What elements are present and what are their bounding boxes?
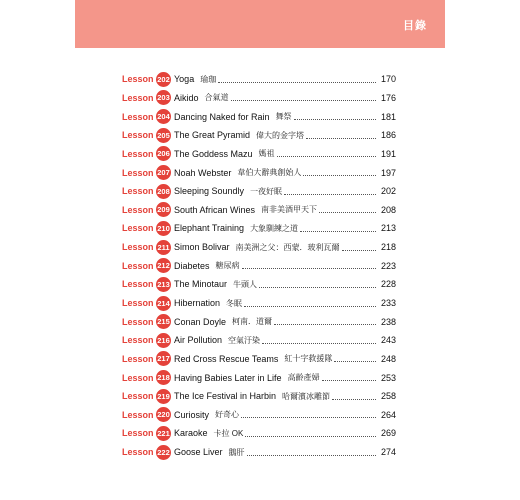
lesson-title-zh: 大象馴練之道 (250, 223, 299, 233)
toc-entry[interactable] (122, 368, 396, 387)
lesson-title-en: Dancing Naked for Rain (174, 111, 270, 122)
lesson-title-zh: 冬眠 (226, 298, 243, 308)
page-number: 228 (380, 279, 396, 290)
lesson-title-en: Hibernation (174, 298, 221, 308)
dot-leader (262, 343, 376, 344)
dot-leader (334, 361, 376, 362)
lesson-number-badge: 212 (156, 258, 171, 273)
lesson-title-en: Air Pollution (174, 335, 223, 346)
lesson-title-en: Simon Bolivar (174, 242, 230, 253)
lesson-label: Lesson (122, 223, 154, 234)
lesson-label: Lesson (122, 409, 154, 420)
lesson-label: Lesson (122, 204, 154, 215)
table-of-contents (122, 70, 396, 461)
page-number: 218 (380, 242, 396, 253)
lesson-number-badge: 202 (156, 72, 171, 87)
lesson-label: Lesson (122, 242, 154, 253)
lesson-title-zh: 南非美酒甲天下 (261, 205, 318, 215)
page-number: 264 (380, 409, 396, 420)
dot-leader (274, 324, 376, 325)
lesson-label: Lesson (122, 92, 154, 103)
dot-leader (218, 82, 376, 83)
dot-leader (284, 194, 376, 195)
toc-entry[interactable] (122, 275, 396, 294)
page-number: 269 (380, 428, 396, 439)
lesson-number-badge: 216 (156, 333, 171, 348)
lesson-title-zh: 合氣道 (204, 93, 229, 103)
dot-leader (319, 212, 376, 213)
dot-leader (259, 287, 376, 288)
page-number: 223 (380, 260, 396, 271)
lesson-number-badge: 210 (156, 221, 171, 236)
lesson-number-badge: 219 (156, 389, 171, 404)
lesson-number-badge: 220 (156, 407, 171, 422)
page-number: 233 (380, 298, 396, 308)
lesson-title-en: Diabetes (174, 260, 210, 271)
lesson-title-zh: 瑜珈 (200, 74, 217, 84)
dot-leader (306, 138, 376, 139)
lesson-number-badge: 221 (156, 426, 171, 441)
dot-leader (332, 399, 376, 400)
lesson-label: Lesson (122, 353, 154, 364)
lesson-title-zh: 舞祭 (275, 112, 292, 122)
lesson-label: Lesson (122, 260, 154, 271)
toc-entry[interactable] (122, 238, 396, 257)
toc-entry[interactable] (122, 126, 396, 145)
lesson-title-zh: 柯南．道爾 (232, 317, 273, 327)
dot-leader (231, 100, 376, 101)
lesson-title-en: Red Cross Rescue Teams (174, 353, 279, 364)
lesson-title-zh: 媽祖 (258, 149, 275, 159)
lesson-title-zh: 紅十字救援隊 (284, 354, 333, 364)
lesson-number-badge: 211 (156, 240, 171, 255)
dot-leader (244, 306, 376, 307)
lesson-title-en: The Minotaur (174, 279, 228, 290)
dot-leader (294, 119, 376, 120)
toc-entry[interactable] (122, 294, 396, 313)
toc-entry[interactable] (122, 145, 396, 164)
toc-entry[interactable] (122, 200, 396, 219)
page-number: 202 (380, 186, 396, 197)
lesson-number-badge: 209 (156, 202, 171, 217)
page-number: 176 (380, 92, 396, 103)
lesson-label: Lesson (122, 428, 154, 439)
lesson-number-badge: 213 (156, 277, 171, 292)
page-number: 181 (380, 111, 396, 122)
lesson-label: Lesson (122, 335, 154, 346)
dot-leader (242, 268, 376, 269)
dot-leader (342, 250, 376, 251)
toc-entry[interactable] (122, 182, 396, 201)
toc-entry[interactable] (122, 219, 396, 238)
lesson-title-zh: 卡拉 OK (213, 428, 244, 438)
lesson-label: Lesson (122, 130, 154, 141)
toc-entry[interactable] (122, 350, 396, 369)
toc-entry[interactable] (122, 406, 396, 425)
lesson-label: Lesson (122, 111, 154, 122)
page-number: 238 (380, 316, 396, 327)
lesson-title-en: South African Wines (174, 204, 256, 215)
lesson-number-badge: 206 (156, 146, 171, 161)
dot-leader (322, 380, 376, 381)
lesson-number-badge: 204 (156, 109, 171, 124)
lesson-number-badge: 207 (156, 165, 171, 180)
dot-leader (245, 436, 376, 437)
lesson-number-badge: 217 (156, 351, 171, 366)
lesson-label: Lesson (122, 372, 154, 383)
page-number: 170 (380, 74, 396, 85)
lesson-label: Lesson (122, 186, 154, 197)
lesson-title-zh: 牛頭人 (233, 279, 258, 289)
page-number: 208 (380, 204, 396, 215)
lesson-number-badge: 215 (156, 314, 171, 329)
lesson-title-en: Yoga (174, 74, 195, 85)
lesson-title-en: Elephant Training (174, 223, 245, 234)
header-bar (75, 0, 445, 48)
lesson-title-en: Aikido (174, 92, 199, 103)
lesson-number-badge: 205 (156, 128, 171, 143)
dot-leader (303, 175, 376, 176)
lesson-title-zh: 偉大的金字塔 (256, 130, 305, 140)
page-number: 248 (380, 353, 396, 364)
page-title: 目錄 (403, 20, 427, 32)
lesson-number-badge: 203 (156, 90, 171, 105)
toc-entry[interactable] (122, 163, 396, 182)
lesson-title-zh: 好奇心 (215, 410, 240, 420)
page-number: 191 (380, 148, 396, 159)
lesson-label: Lesson (122, 447, 154, 458)
lesson-title-en: Sleeping Soundly (174, 186, 245, 197)
lesson-title-en: The Great Pyramid (174, 130, 251, 141)
lesson-number-badge: 208 (156, 184, 171, 199)
lesson-title-zh: 鵝肝 (228, 447, 245, 457)
page-number: 243 (380, 335, 396, 346)
lesson-number-badge: 222 (156, 445, 171, 460)
lesson-label: Lesson (122, 279, 154, 290)
lesson-title-en: The Ice Festival in Harbin (174, 391, 277, 402)
lesson-title-en: Noah Webster (174, 167, 232, 178)
lesson-title-zh: 糖尿病 (215, 261, 240, 271)
lesson-title-en: Goose Liver (174, 447, 223, 458)
lesson-number-badge: 218 (156, 370, 171, 385)
toc-entry[interactable] (122, 89, 396, 108)
lesson-title-en: Having Babies Later in Life (174, 372, 282, 383)
lesson-number-badge: 214 (156, 296, 171, 311)
lesson-title-zh: 哈爾濱冰雕節 (282, 391, 331, 401)
lesson-title-zh: 南美洲之父：西蒙．玻利瓦爾 (235, 242, 340, 252)
page-number: 197 (380, 167, 396, 178)
lesson-label: Lesson (122, 74, 154, 85)
toc-entry[interactable] (122, 107, 396, 126)
page-number: 213 (380, 223, 396, 234)
toc-entry[interactable] (122, 256, 396, 275)
lesson-title-zh: 韋伯大辭典創始人 (237, 168, 302, 178)
lesson-label: Lesson (122, 298, 154, 308)
page-number: 186 (380, 130, 396, 141)
lesson-title-en: Conan Doyle (174, 316, 227, 327)
lesson-label: Lesson (122, 148, 154, 159)
dot-leader (241, 417, 376, 418)
toc-entry[interactable] (122, 443, 396, 462)
lesson-label: Lesson (122, 167, 154, 178)
toc-entry[interactable] (122, 70, 396, 89)
dot-leader (300, 231, 376, 232)
page-number: 253 (380, 372, 396, 383)
lesson-title-zh: 空氣汙染 (228, 335, 261, 345)
lesson-title-zh: 高齡產婦 (287, 373, 320, 383)
lesson-title-en: Curiosity (174, 409, 210, 420)
page-number: 258 (380, 391, 396, 402)
page-number: 274 (380, 447, 396, 458)
dot-leader (247, 455, 376, 456)
lesson-title-en: The Goddess Mazu (174, 148, 253, 159)
toc-entry[interactable] (122, 312, 396, 331)
lesson-title-en: Karaoke (174, 428, 208, 439)
lesson-label: Lesson (122, 391, 154, 402)
lesson-title-zh: 一夜好眠 (250, 186, 283, 196)
toc-entry[interactable] (122, 387, 396, 406)
dot-leader (277, 156, 376, 157)
toc-entry[interactable] (122, 424, 396, 443)
toc-entry[interactable] (122, 331, 396, 350)
lesson-label: Lesson (122, 316, 154, 327)
